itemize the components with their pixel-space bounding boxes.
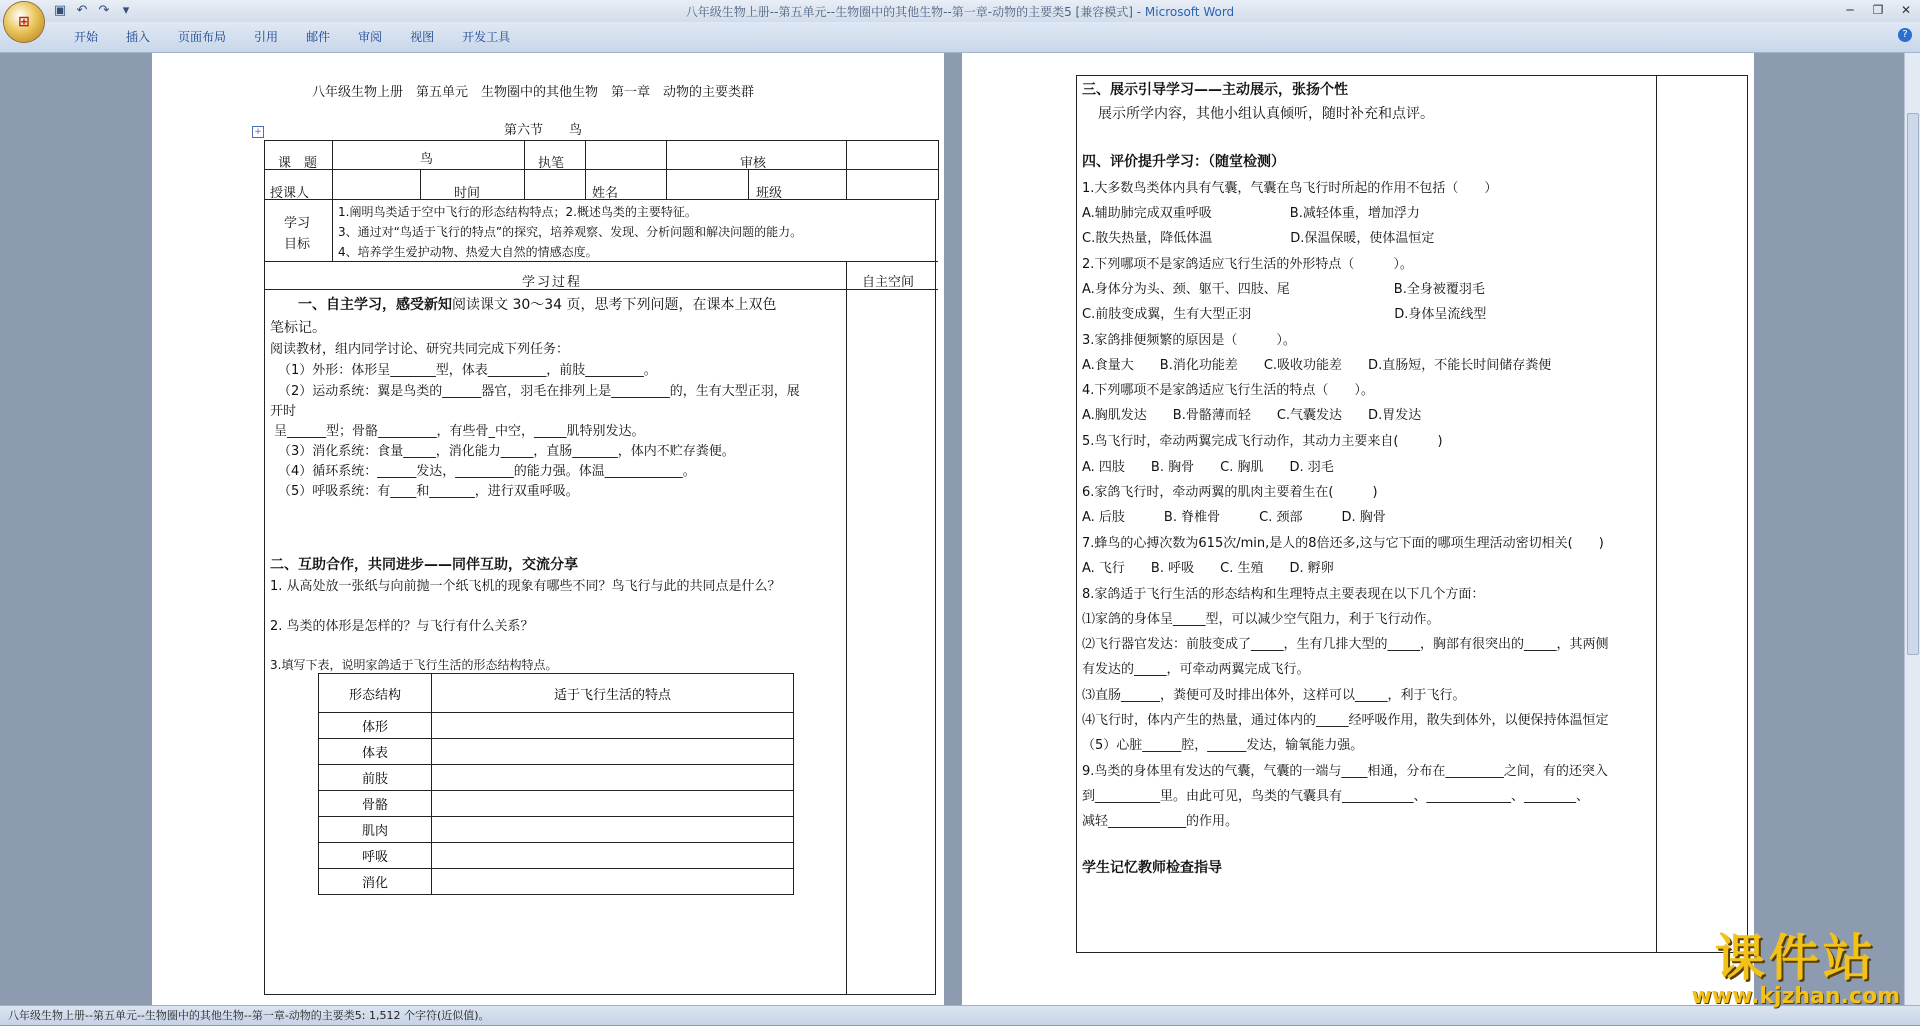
table-move-handle-icon[interactable]: +: [252, 126, 264, 138]
part1-item: （5）呼吸系统：有____和_______，进行双重呼吸。: [278, 484, 579, 499]
quiz-line: ⑴家鸽的身体呈_____型，可以减少空气阻力，利于飞行动作。: [1082, 612, 1440, 627]
morphology-table: [318, 673, 794, 895]
table-line: [1076, 75, 1077, 953]
table-row: [319, 739, 794, 765]
quiz-line: ⑷飞行时，体内产生的热量，通过体内的_____经呼吸作用，散失到体外，以便保持体温恒定: [1082, 713, 1609, 728]
quiz-line: 9.鸟类的身体里有发达的气囊，气囊的一端与____相通，分布在_________之间，有的还突入: [1082, 764, 1608, 779]
quiz-line: ⑵飞行器官发达：前肢变成了_____，生有几排大型的_____，胸部有很突出的_____，其两侧: [1082, 637, 1609, 652]
table-line: [420, 169, 421, 199]
tab-view[interactable]: 视图: [410, 30, 435, 44]
save-icon[interactable]: ▣: [53, 3, 67, 18]
table-cell-input[interactable]: [432, 739, 794, 765]
quiz-line: 3.家鸽排便频繁的原因是（ ）。: [1082, 333, 1296, 348]
table-cell: 前肢: [319, 765, 432, 791]
page-left: [152, 53, 944, 1005]
title-bar: [0, 0, 1920, 23]
part1-item: （1）外形：体形呈_______型，体表_________，前肢_________。: [278, 363, 657, 378]
section-title: 第六节 鸟: [504, 123, 583, 138]
table-line: [264, 169, 938, 170]
table-row: [319, 765, 794, 791]
ribbon-tabs: [60, 28, 524, 45]
quiz-line: C.前肢变成翼，生有大型正羽 D.身体呈流线型: [1082, 307, 1487, 322]
table-line: [264, 140, 265, 995]
watermark-logo: [1691, 929, 1900, 1009]
part1-intro-line2: 笔标记。: [270, 320, 326, 336]
table-row: [319, 869, 794, 895]
goal-label-line1: 学习: [284, 216, 311, 231]
goal-1: 1.阐明鸟类适于空中飞行的形态结构特点；2.概述鸟类的主要特征。: [338, 205, 697, 219]
table-header-feature: 适于飞行生活的特点: [432, 674, 794, 713]
label-class: 班级: [756, 186, 783, 201]
table-line: [585, 140, 586, 200]
tab-page-layout[interactable]: 页面布局: [178, 30, 227, 44]
tab-home[interactable]: 开始: [74, 30, 99, 44]
table-line: [332, 140, 333, 261]
tab-mailings[interactable]: 邮件: [306, 30, 331, 44]
customize-dropdown-icon[interactable]: ▾: [122, 3, 130, 18]
table-row: [319, 791, 794, 817]
goal-3: 4、培养学生爱护动物、热爱大自然的情感态度。: [338, 245, 598, 259]
quiz-line: 有发达的_____，可牵动两翼完成飞行。: [1082, 662, 1310, 677]
app-name: Microsoft Word: [1144, 5, 1235, 19]
quiz-line: 6.家鸽飞行时，牵动两翼的肌肉主要着生在( ): [1082, 485, 1378, 500]
table-cell: 体形: [319, 713, 432, 739]
table-cell-input[interactable]: [432, 817, 794, 843]
quiz-line: 5.鸟飞行时，牵动两翼完成飞行动作，其动力主要来自( ): [1082, 434, 1443, 449]
label-author: 执笔: [538, 156, 565, 171]
tab-references[interactable]: 引用: [254, 30, 279, 44]
table-line: [1656, 75, 1657, 953]
table-line: [846, 140, 847, 200]
quiz-line: 减轻____________的作用。: [1082, 814, 1239, 829]
tab-insert[interactable]: 插入: [126, 30, 151, 44]
table-line: [264, 261, 938, 262]
table-cell-input[interactable]: [432, 791, 794, 817]
label-reviewer: 审核: [740, 156, 767, 171]
quiz-line: 4.下列哪项不是家鸽适应飞行生活的特点（ ）。: [1082, 383, 1374, 398]
quiz-line: ⑶直肠______，粪便可及时排出体外，这样可以_____，利于飞行。: [1082, 688, 1466, 703]
goal-2: 3、通过对“鸟适于飞行的特点”的探究，培养观察、发现、分析问题和解决问题的能力。: [338, 225, 803, 239]
document-title: 八年级生物上册--第五单元--生物圈中的其他生物--第一章-动物的主要类5 [兼容模式]: [685, 5, 1133, 19]
table-cell-input[interactable]: [432, 713, 794, 739]
table-line: [1747, 75, 1748, 953]
quiz-line: 8.家鸽适于飞行生活的形态结构和生理特点主要表现在以下几个方面：: [1082, 587, 1485, 602]
undo-icon[interactable]: ↶: [76, 3, 88, 18]
quiz-line: A.食量大 B.消化功能差 C.吸收功能差 D.直肠短，不能长时间储存粪便: [1082, 358, 1552, 373]
table-line: [264, 289, 938, 290]
part1-intro: 阅读课文 30～34 页，思考下列问题，在课本上双色: [452, 297, 777, 313]
quiz-line: A.辅助肺完成双重呼吸 B.减轻体重，增加浮力: [1082, 206, 1420, 221]
table-line: [264, 994, 936, 995]
table-cell: 肌肉: [319, 817, 432, 843]
table-header-structure: 形态结构: [319, 674, 432, 713]
part3-text: 展示所学内容，其他小组认真倾听，随时补充和点评。: [1098, 106, 1434, 122]
table-line: [846, 261, 847, 995]
table-line: [264, 140, 938, 141]
table-line: [1076, 952, 1747, 953]
footer-title: 学生记忆教师检查指导: [1082, 860, 1222, 876]
part2-title: 二、互助合作，共同进步——同伴互助，交流分享: [270, 557, 578, 573]
quiz-line: 1.大多数鸟类体内具有气囊，气囊在鸟飞行时所起的作用不包括（ ）: [1082, 181, 1498, 196]
logo-name: 课件站: [1714, 929, 1877, 987]
quiz-line: A.身体分为头、颈、躯干、四肢、尾 B.全身被覆羽毛: [1082, 282, 1485, 297]
label-name: 姓名: [592, 186, 619, 201]
table-line: [748, 169, 749, 199]
part1-task: 阅读教材，组内同学讨论、研究共同完成下列任务：: [270, 342, 570, 357]
value-topic: 鸟: [420, 152, 434, 167]
quiz-line: A. 飞行 B. 呼吸 C. 生殖 D. 孵卵: [1082, 561, 1334, 576]
table-line: [524, 140, 525, 200]
part3-title: 三、展示引导学习——主动展示，张扬个性: [1082, 82, 1348, 98]
office-logo-icon: ⊞: [18, 14, 30, 30]
table-cell: 骨骼: [319, 791, 432, 817]
part1-item: （2）运动系统：翼是鸟类的______器官，羽毛在排列上是_________的，生有大型正羽，展: [278, 384, 800, 399]
table-line: [935, 199, 936, 995]
table-line: [938, 140, 939, 200]
label-space: 自主空间: [862, 275, 915, 290]
status-bar: [0, 1005, 1920, 1025]
table-cell-input[interactable]: [432, 765, 794, 791]
quiz-line: （5）心脏______腔，______发达，输氧能力强。: [1082, 738, 1364, 753]
part1-title: 一、自主学习，感受新知: [298, 297, 452, 313]
tab-review[interactable]: 审阅: [358, 30, 383, 44]
quiz-line: A. 后肢 B. 脊椎骨 C. 颈部 D. 胸骨: [1082, 510, 1386, 525]
part1-item: 开时: [270, 404, 297, 419]
maximize-icon[interactable]: ❐: [1872, 3, 1884, 17]
part2-question-1: 1. 从高处放一张纸与向前抛一个纸飞机的现象有哪些不同？鸟飞行与此的共同点是什么？: [270, 579, 781, 594]
table-row: [319, 817, 794, 843]
quiz-line: 到__________里。由此可见，鸟类的气囊具有___________、_____________、________、: [1082, 789, 1590, 804]
minimize-icon[interactable]: ─: [1846, 3, 1854, 17]
table-cell-input[interactable]: [432, 869, 794, 895]
quiz-line: 2.下列哪项不是家鸽适应飞行生活的外形特点（ ）。: [1082, 257, 1413, 272]
page-right: [962, 53, 1754, 1005]
close-icon[interactable]: ✕: [1900, 3, 1912, 17]
label-topic: 课 题: [278, 156, 318, 171]
window-title: 八年级生物上册--第五单元--生物圈中的其他生物--第一章-动物的主要类5 [兼容模式] - Microsoft Word: [685, 5, 1235, 19]
status-text: 八年级生物上册--第五单元--生物圈中的其他生物--第一章-动物的主要类5: 1,512 个字符(近似值)。: [8, 1009, 490, 1022]
part2-question-2: 2. 鸟类的体形是怎样的？与飞行有什么关系？: [270, 619, 534, 634]
part1-item: （3）消化系统：食量_____，消化能力_____，直肠_______，体内不贮存粪便。: [278, 444, 735, 459]
quiz-line: 7.蜂鸟的心搏次数为615次/min,是人的8倍还多,这与它下面的哪项生理活动密切相关( ): [1082, 536, 1604, 551]
table-cell: 体表: [319, 739, 432, 765]
help-icon[interactable]: ?: [1898, 28, 1912, 42]
document-workspace: [0, 53, 1905, 1005]
table-line: [666, 140, 667, 200]
ribbon: [0, 22, 1920, 53]
scrollbar-thumb[interactable]: [1907, 113, 1919, 655]
goal-label-line2: 目标: [284, 237, 311, 252]
window-controls: [1836, 0, 1920, 20]
office-button[interactable]: [4, 2, 44, 42]
label-process: 学习过程: [522, 275, 583, 290]
label-teacher: 授课人: [270, 186, 310, 201]
quiz-line: C.散失热量，降低体温 D.保温保暖，使体温恒定: [1082, 231, 1435, 246]
part1-item: 呈______型；骨骼_________，有些骨_中空，_____肌特别发达。: [274, 424, 645, 439]
table-cell: 呼吸: [319, 843, 432, 869]
page-header: 八年级生物上册 第五单元 生物圈中的其他生物 第一章 动物的主要类群: [312, 85, 755, 100]
table-cell: 消化: [319, 869, 432, 895]
tab-developer[interactable]: 开发工具: [462, 30, 511, 44]
table-row: [319, 713, 794, 739]
table-cell-input[interactable]: [432, 843, 794, 869]
vertical-scrollbar[interactable]: [1904, 53, 1920, 1005]
part1-item: （4）循环系统：______发达，_________的能力强。体温____________。: [278, 464, 696, 479]
label-time: 时间: [454, 186, 481, 201]
redo-icon[interactable]: ↷: [98, 3, 110, 18]
logo-url: www.kjzhan.com: [1691, 984, 1900, 1009]
quiz-line: A.胸肌发达 B.骨骼薄而轻 C.气囊发达 D.胃发达: [1082, 408, 1422, 423]
table-row: [319, 843, 794, 869]
quiz-line: A. 四肢 B. 胸骨 C. 胸肌 D. 羽毛: [1082, 460, 1334, 475]
part4-title: 四、评价提升学习：（随堂检测）: [1082, 154, 1285, 170]
part2-question-3: 3.填写下表，说明家鸽适于飞行生活的形态结构特点。: [270, 658, 558, 672]
table-line: [1076, 75, 1747, 76]
